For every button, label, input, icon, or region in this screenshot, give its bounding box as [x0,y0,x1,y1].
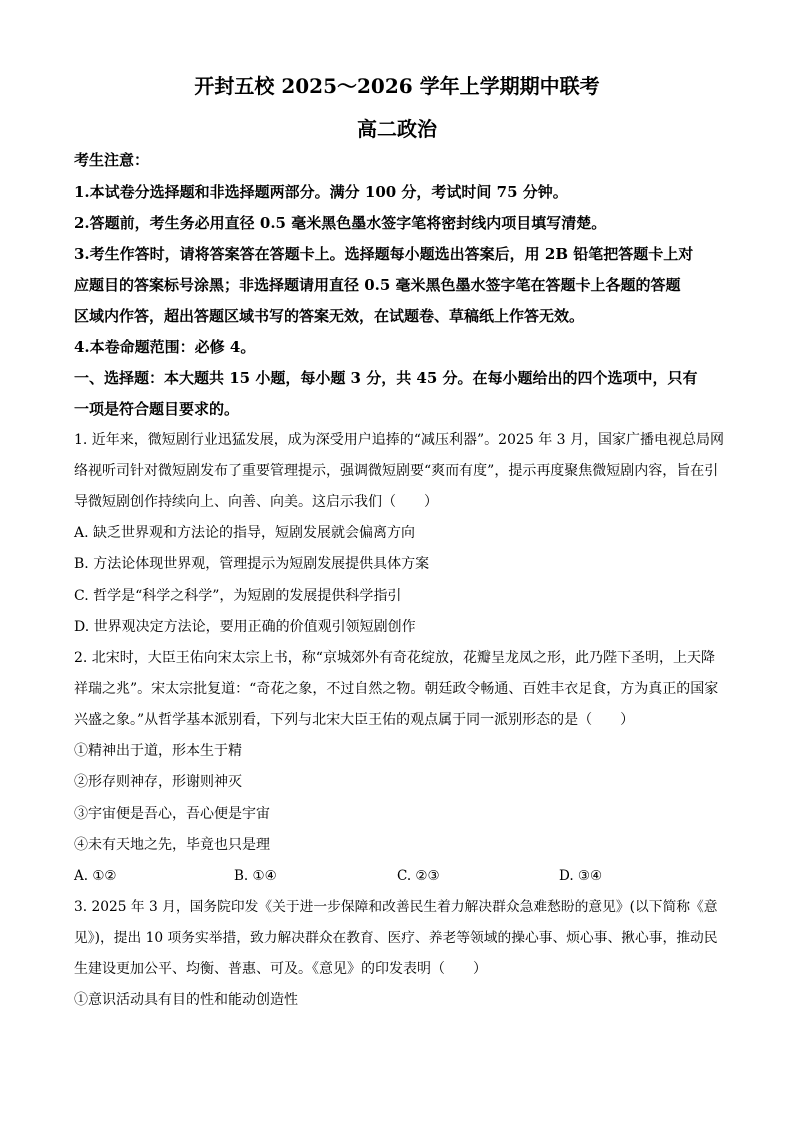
section-heading: 一、选择题：本大题共 15 小题，每小题 3 分，共 45 分。在每小题给出的四个选项中，只有 [74,369,698,387]
q2-choice-d: D. ③④ [559,868,603,884]
exam-subject: 高二政治 [357,117,437,141]
notice-line: 4.本卷命题范围：必修 4。 [74,338,256,356]
section-heading: 一项是符合题目要求的。 [74,400,240,418]
q1-option-c: C. 哲学是“科学之科学”，为短剧的发展提供科学指引 [74,588,402,604]
notice-line: 区域内作答，超出答题区域书写的答案无效，在试题卷、草稿纸上作答无效。 [74,307,585,325]
notice-line: 应题目的答案标号涂黑；非选择题请用直径 0.5 毫米黑色墨水签字笔在答题卡上各题的答题 [74,276,681,294]
q2-item: ③宇宙便是吾心，吾心便是宇宙 [74,806,270,822]
q3-item: ①意识活动具有目的性和能动创造性 [74,992,298,1008]
q2-item: ②形存则神存，形谢则神灭 [74,774,242,790]
q2-choice-b: B. ①④ [234,868,277,884]
q3-stem: 生建设更加公平、均衡、普惠、可及。《意见》的印发表明（ ） [74,961,487,977]
exam-title: 开封五校 2025～2026 学年上学期期中联考 [194,74,600,98]
q3-stem: 见》)，提出 10 项务实举措，致力解决群众在教育、医疗、养老等领域的操心事、烦心事、揪心事，推动民 [74,930,718,946]
q2-choice-c: C. ②③ [397,868,440,884]
notice-line: 3.考生作答时，请将答案答在答题卡上。选择题每小题选出答案后，用 2B 铅笔把答题卡上对 [74,245,694,263]
q1-stem: 络视听司针对微短剧发布了重要管理提示，强调微短剧要“爽而有度”，提示再度聚焦微短剧内容，旨在引 [74,463,719,479]
q2-choice-a: A. ①② [74,868,117,884]
notice-heading: 考生注意： [74,151,150,169]
q2-stem: 2. 北宋时，大臣王佑向宋太宗上书，称“京城郊外有奇花绽放，花瓣呈龙凤之形，此乃陛下圣明，上天降 [74,650,715,666]
q1-stem: 导微短剧创作持续向上、向善、向美。这启示我们（ ） [74,494,438,510]
q1-stem: 1. 近年来，微短剧行业迅猛发展，成为深受用户追捧的“减压利器”。2025 年 3 月，国家广播电视总局网 [74,432,725,448]
q2-item: ①精神出于道，形本生于精 [74,743,242,759]
q2-item: ④未有天地之先，毕竟也只是理 [74,837,270,853]
q2-stem: 兴盛之象。”从哲学基本派别看，下列与北宋大臣王佑的观点属于同一派别形态的是（ ） [74,712,635,728]
q2-stem: 祥瑞之兆”。宋太宗批复道：“奇花之象，不过自然之物。朝廷政令畅通、百姓丰衣足食，方为真正的国家 [74,681,719,697]
q1-option-a: A. 缺乏世界观和方法论的指导，短剧发展就会偏离方向 [74,525,416,541]
q3-stem: 3. 2025 年 3 月，国务院印发《关于进一步保障和改善民生着力解决群众急难愁盼的意见》(以下简称《意 [74,899,718,915]
notice-line: 2.答题前，考生务必用直径 0.5 毫米黑色墨水签字笔将密封线内项目填写清楚。 [74,214,607,232]
q1-option-d: D. 世界观决定方法论，要用正确的价值观引领短剧创作 [74,619,416,635]
q1-option-b: B. 方法论体现世界观，管理提示为短剧发展提供具体方案 [74,556,430,572]
notice-line: 1.本试卷分选择题和非选择题两部分。满分 100 分，考试时间 75 分钟。 [74,183,568,201]
q2-choices [74,866,734,886]
